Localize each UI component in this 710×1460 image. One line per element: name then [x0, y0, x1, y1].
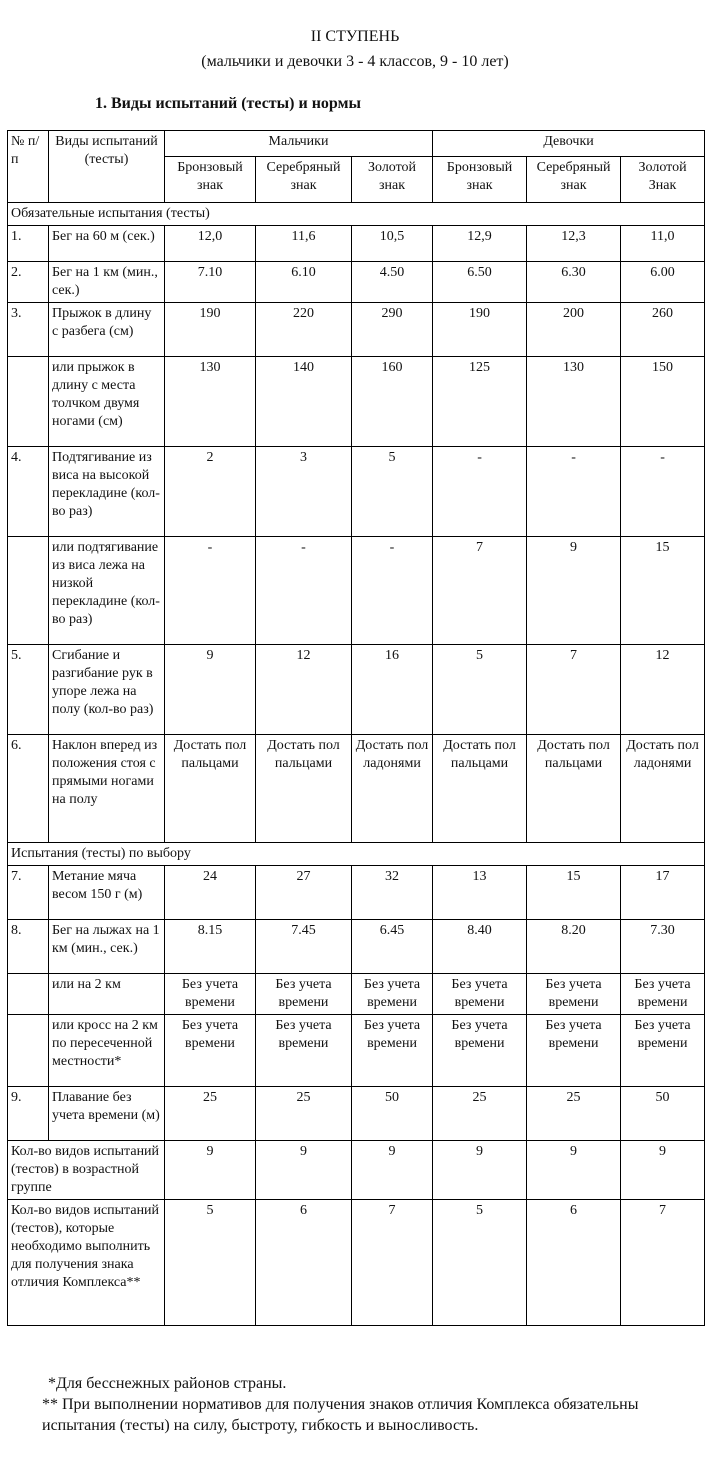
summary-row — [8, 1200, 705, 1326]
norm-value: 8.20 — [527, 920, 621, 974]
group-boys-header: Мальчики — [165, 131, 433, 157]
norm-value: 3 — [256, 447, 352, 537]
badge-header: Серебряный знак — [256, 157, 352, 203]
norm-value: 25 — [256, 1087, 352, 1141]
norm-value: - — [527, 447, 621, 537]
group-row-optional — [8, 843, 705, 866]
col-type-header: Виды испытаний (тесты) — [49, 131, 165, 203]
norm-value: 7.30 — [621, 920, 705, 974]
norm-value: 12 — [621, 645, 705, 735]
norm-value: 130 — [527, 357, 621, 447]
norm-value: 13 — [433, 866, 527, 920]
col-num-header: № п/п — [8, 131, 49, 203]
norm-value: 50 — [621, 1087, 705, 1141]
norm-value: 5 — [433, 645, 527, 735]
norm-value: 6.45 — [352, 920, 433, 974]
badge-header: Золотой знак — [352, 157, 433, 203]
norm-value: 15 — [621, 537, 705, 645]
norm-value: 130 — [165, 357, 256, 447]
summary-label: Кол-во видов испытаний (тестов) в возрастной группе — [8, 1141, 165, 1200]
table-row — [8, 735, 705, 843]
norms-table — [7, 130, 705, 1326]
summary-label: Кол-во видов испытаний (тестов), которые необходимо выполнить для получения знака отличия Комплекса** — [8, 1200, 165, 1326]
norm-value: 16 — [352, 645, 433, 735]
norm-value: 24 — [165, 866, 256, 920]
table-row — [8, 303, 705, 357]
norm-value: 7.45 — [256, 920, 352, 974]
norm-value: 290 — [352, 303, 433, 357]
norm-value: - — [621, 447, 705, 537]
norm-value: Без учета времени — [256, 1015, 352, 1087]
norm-value: Без учета времени — [527, 1015, 621, 1087]
norm-value: 11,6 — [256, 226, 352, 262]
footnotes — [42, 1373, 710, 1436]
norm-value: 140 — [256, 357, 352, 447]
norm-value: 15 — [527, 866, 621, 920]
row-number: 9. — [8, 1087, 49, 1141]
summary-value: 9 — [165, 1141, 256, 1200]
norm-value: 200 — [527, 303, 621, 357]
test-name: или подтягивание из виса лежа на низкой перекладине (кол-во раз) — [49, 537, 165, 645]
norm-value: 25 — [527, 1087, 621, 1141]
row-number: 8. — [8, 920, 49, 974]
row-number: 6. — [8, 735, 49, 843]
group-row-mandatory — [8, 203, 705, 226]
norm-value: 8.40 — [433, 920, 527, 974]
norm-value: Достать пол пальцами — [527, 735, 621, 843]
test-name: Бег на 1 км (мин., сек.) — [49, 262, 165, 303]
table-row — [8, 920, 705, 974]
norm-value: 50 — [352, 1087, 433, 1141]
badge-header: Бронзовый знак — [165, 157, 256, 203]
table-row — [8, 357, 705, 447]
test-name: Наклон вперед из положения стоя с прямыми ногами на полу — [49, 735, 165, 843]
test-name: или прыжок в длину с места толчком двумя ногами (см) — [49, 357, 165, 447]
norm-value: 6.00 — [621, 262, 705, 303]
summary-value: 5 — [433, 1200, 527, 1326]
norm-value: Без учета времени — [352, 974, 433, 1015]
norm-value: 17 — [621, 866, 705, 920]
norm-value: Без учета времени — [621, 974, 705, 1015]
norm-value: Без учета времени — [256, 974, 352, 1015]
norm-value: 12,9 — [433, 226, 527, 262]
test-name: или кросс на 2 км по пересеченной местности* — [49, 1015, 165, 1087]
norm-value: 2 — [165, 447, 256, 537]
norm-value: 260 — [621, 303, 705, 357]
norm-value: 150 — [621, 357, 705, 447]
norm-value: Достать пол пальцами — [256, 735, 352, 843]
norm-value: 12 — [256, 645, 352, 735]
norm-value: 190 — [433, 303, 527, 357]
summary-value: 7 — [621, 1200, 705, 1326]
test-name: Метание мяча весом 150 г (м) — [49, 866, 165, 920]
row-number — [8, 1015, 49, 1087]
norm-value: 12,0 — [165, 226, 256, 262]
norm-value: 125 — [433, 357, 527, 447]
summary-row — [8, 1141, 705, 1200]
summary-value: 7 — [352, 1200, 433, 1326]
table-row — [8, 537, 705, 645]
table-row — [8, 226, 705, 262]
norm-value: 160 — [352, 357, 433, 447]
table-row — [8, 1015, 705, 1087]
badge-header: Золотой Знак — [621, 157, 705, 203]
section-heading: 1. Виды испытаний (тесты) и нормы — [95, 95, 361, 112]
test-name: Подтягивание из виса на высокой перекладине (кол-во раз) — [49, 447, 165, 537]
norm-value: 12,3 — [527, 226, 621, 262]
norm-value: 10,5 — [352, 226, 433, 262]
summary-value: 9 — [256, 1141, 352, 1200]
norm-value: 9 — [165, 645, 256, 735]
row-number — [8, 537, 49, 645]
norm-value: Достать пол ладонями — [352, 735, 433, 843]
norm-value: Достать пол пальцами — [165, 735, 256, 843]
footnote-1: *Для бесснежных районов страны. — [48, 1375, 287, 1392]
row-number: 2. — [8, 262, 49, 303]
norm-value: 7 — [527, 645, 621, 735]
summary-value: 9 — [433, 1141, 527, 1200]
group-label: Испытания (тесты) по выбору — [8, 843, 705, 866]
norm-value: 8.15 — [165, 920, 256, 974]
norm-value: 32 — [352, 866, 433, 920]
summary-value: 6 — [256, 1200, 352, 1326]
norm-value: 9 — [527, 537, 621, 645]
norm-value: 5 — [352, 447, 433, 537]
norm-value: - — [256, 537, 352, 645]
row-number: 4. — [8, 447, 49, 537]
table-row — [8, 1087, 705, 1141]
table-header-row — [8, 131, 705, 157]
row-number — [8, 974, 49, 1015]
row-number: 7. — [8, 866, 49, 920]
table-row — [8, 645, 705, 735]
norm-value: 25 — [433, 1087, 527, 1141]
test-name: или на 2 км — [49, 974, 165, 1015]
test-name: Плавание без учета времени (м) — [49, 1087, 165, 1141]
badge-header: Бронзовый знак — [433, 157, 527, 203]
table-row — [8, 974, 705, 1015]
row-number: 3. — [8, 303, 49, 357]
norm-value: 11,0 — [621, 226, 705, 262]
summary-value: 9 — [527, 1141, 621, 1200]
table-row — [8, 262, 705, 303]
norm-value: 220 — [256, 303, 352, 357]
summary-value: 9 — [352, 1141, 433, 1200]
norm-value: 6.30 — [527, 262, 621, 303]
test-name: Бег на 60 м (сек.) — [49, 226, 165, 262]
norm-value: - — [352, 537, 433, 645]
summary-value: 5 — [165, 1200, 256, 1326]
table-row — [8, 447, 705, 537]
stage-subtitle: (мальчики и девочки 3 - 4 классов, 9 - 10 лет) — [201, 53, 509, 70]
row-number — [8, 357, 49, 447]
norm-value: Достать пол пальцами — [433, 735, 527, 843]
test-name: Прыжок в длину с разбега (см) — [49, 303, 165, 357]
test-name: Сгибание и разгибание рук в упоре лежа на полу (кол-во раз) — [49, 645, 165, 735]
norm-value: 7.10 — [165, 262, 256, 303]
test-name: Бег на лыжах на 1 км (мин., сек.) — [49, 920, 165, 974]
footnote-2: ** При выполнении нормативов для получения знаков отличия Комплекса обязательны испытания (тесты) на силу, быстроту, гибкость и выносливость. — [42, 1396, 639, 1434]
norm-value: Без учета времени — [433, 1015, 527, 1087]
norm-value: 25 — [165, 1087, 256, 1141]
badge-header: Серебряный знак — [527, 157, 621, 203]
norm-value: 6.10 — [256, 262, 352, 303]
table-row — [8, 866, 705, 920]
norm-value: 4.50 — [352, 262, 433, 303]
norm-value: Без учета времени — [165, 974, 256, 1015]
norm-value: Без учета времени — [433, 974, 527, 1015]
row-number: 5. — [8, 645, 49, 735]
norm-value: Без учета времени — [165, 1015, 256, 1087]
norm-value: - — [165, 537, 256, 645]
norm-value: 190 — [165, 303, 256, 357]
norm-value: 7 — [433, 537, 527, 645]
norm-value: Без учета времени — [527, 974, 621, 1015]
row-number: 1. — [8, 226, 49, 262]
norm-value: Без учета времени — [621, 1015, 705, 1087]
group-label: Обязательные испытания (тесты) — [8, 203, 705, 226]
norm-value: - — [433, 447, 527, 537]
norm-value: 6.50 — [433, 262, 527, 303]
summary-value: 6 — [527, 1200, 621, 1326]
group-girls-header: Девочки — [433, 131, 705, 157]
norm-value: Без учета времени — [352, 1015, 433, 1087]
norm-value: 27 — [256, 866, 352, 920]
norm-value: Достать пол ладонями — [621, 735, 705, 843]
stage-title: II СТУПЕНЬ — [310, 28, 400, 45]
summary-value: 9 — [621, 1141, 705, 1200]
